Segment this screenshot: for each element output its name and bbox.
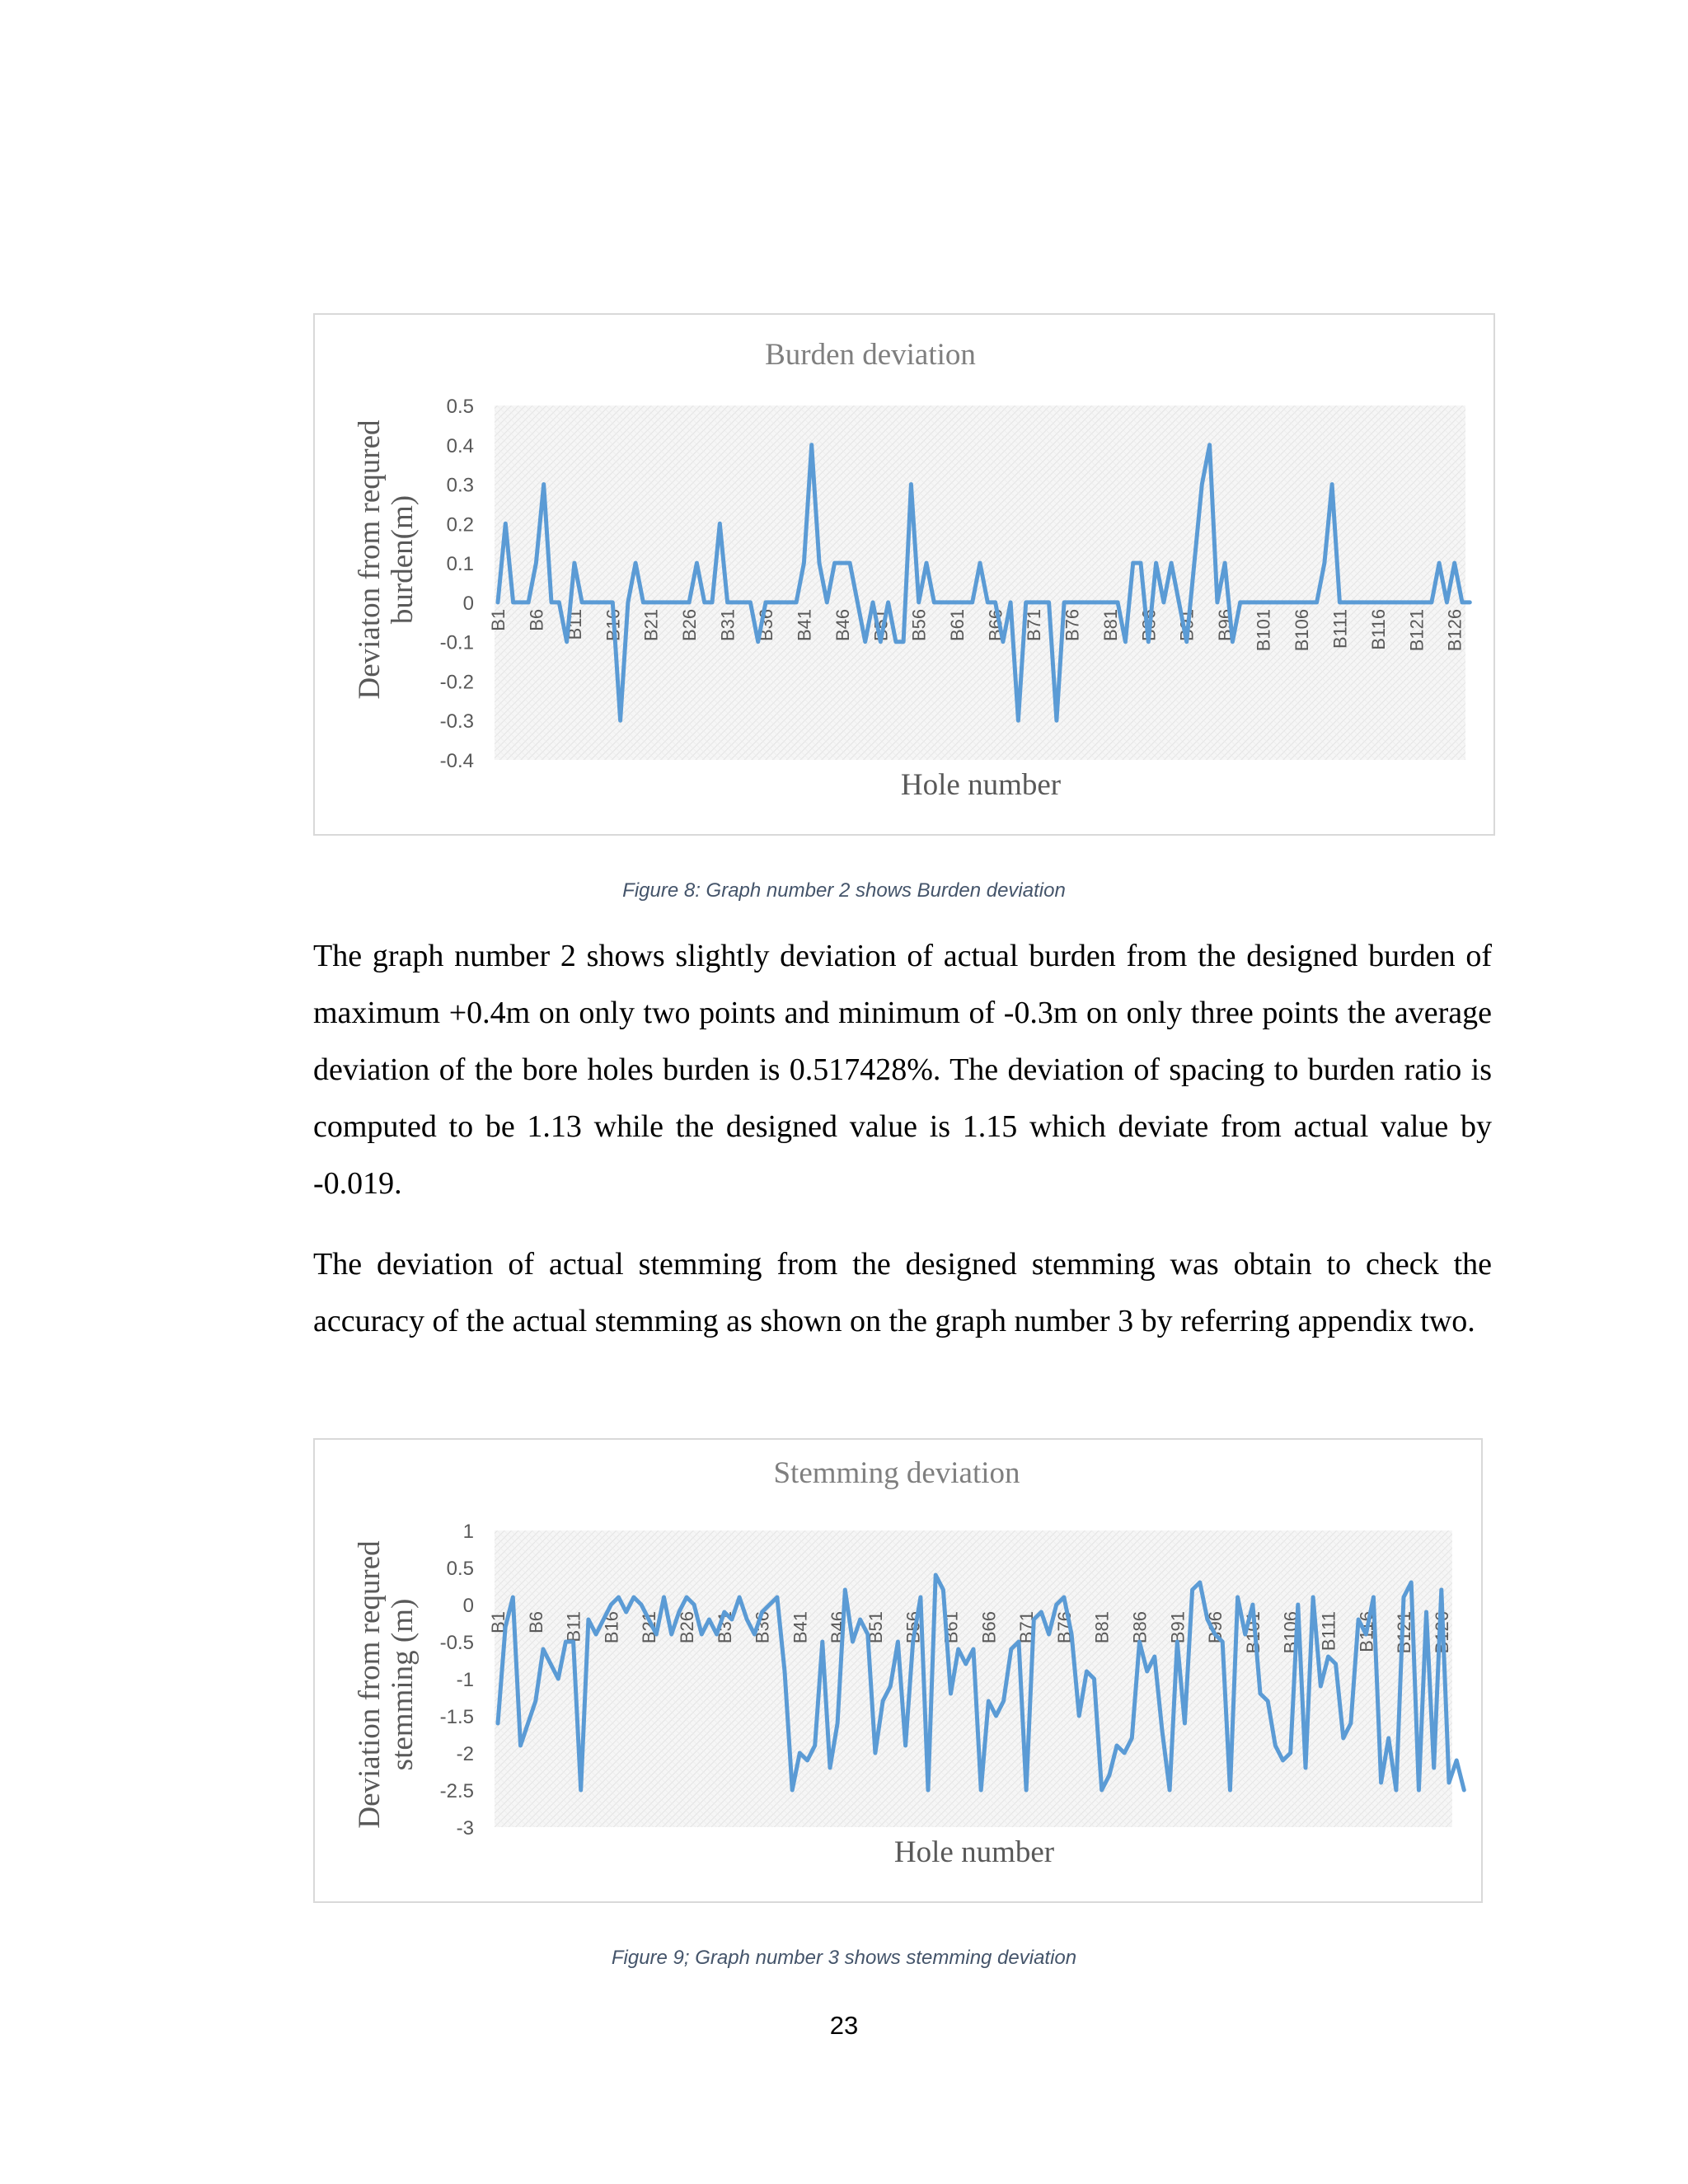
y-tick-label: -3 xyxy=(456,1817,474,1840)
x-tick-label: B121 xyxy=(1394,1611,1415,1654)
y-tick-label: -1 xyxy=(456,1669,474,1691)
x-tick-label: B66 xyxy=(985,608,1006,642)
x-tick-label: B1 xyxy=(488,1611,509,1633)
x-tick-label: B11 xyxy=(564,608,585,640)
paragraph-burden: The graph number 2 shows slightly deviation of actual burden from the designed burden of maximum +0.4m on only two points and minimum of -0.3m on only three points the average deviation of the bore holes burden is 0.517428%. The deviation of spacing to burden ratio is computed to be 1.13 while the designed value is 1.15 which deviate from actual value by -0.019. xyxy=(313,939,1492,1201)
x-tick-label: B51 xyxy=(865,1611,886,1644)
x-tick-label: B76 xyxy=(1053,1611,1075,1644)
x-tick-label: B101 xyxy=(1242,1611,1264,1654)
burden-deviation-chart xyxy=(313,313,1495,836)
x-tick-label: B91 xyxy=(1176,608,1198,642)
y-tick-label: -1.5 xyxy=(439,1706,474,1728)
x-tick-label: B16 xyxy=(601,1611,622,1644)
x-tick-label: B41 xyxy=(790,1611,811,1644)
figure-9-caption: Figure 9; Graph number 3 shows stemming deviation xyxy=(611,1947,1077,1969)
y-tick-label: -2.5 xyxy=(439,1780,474,1802)
x-tick-label: B61 xyxy=(947,608,968,642)
x-tick-label: B61 xyxy=(940,1611,962,1644)
x-tick-label: B36 xyxy=(752,1611,773,1644)
x-tick-label: B56 xyxy=(903,1611,924,1644)
y-tick-label: 0 xyxy=(462,592,474,615)
x-tick-label: B71 xyxy=(1016,1611,1038,1644)
x-tick-label: B31 xyxy=(714,1611,735,1644)
x-tick-label: B116 xyxy=(1356,1611,1377,1652)
x-tick-label: B86 xyxy=(1129,1611,1151,1644)
chart-title: Stemming deviation xyxy=(773,1456,1020,1490)
y-tick-label: -2 xyxy=(456,1743,474,1765)
burden-deviation-svg xyxy=(315,315,1493,834)
x-tick-label: B41 xyxy=(794,608,815,642)
x-tick-label: B96 xyxy=(1215,608,1236,642)
y-tick-label: 0.4 xyxy=(446,434,474,457)
x-tick-label: B66 xyxy=(978,1611,1000,1644)
x-tick-label: B121 xyxy=(1406,608,1428,652)
x-tick-label: B76 xyxy=(1062,608,1083,642)
stemming-deviation-svg xyxy=(315,1440,1481,1901)
figure-8-caption: Figure 8: Graph number 2 shows Burden deviation xyxy=(622,879,1066,902)
x-tick-label: B101 xyxy=(1253,608,1274,652)
paragraph-stemming: The deviation of actual stemming from the designed stemming was obtain to check the accuracy of the actual stemming as shown on the graph number 3 by referring appendix two. xyxy=(313,1247,1492,1338)
x-tick-label: B106 xyxy=(1292,608,1312,652)
x-tick-label: B11 xyxy=(563,1611,584,1643)
y-tick-label: 0.3 xyxy=(446,474,474,497)
y-tick-label: -0.1 xyxy=(439,631,474,654)
y-tick-label: -0.3 xyxy=(439,710,474,733)
x-tick-label: B56 xyxy=(908,608,930,642)
x-tick-label: B21 xyxy=(639,1611,660,1644)
y-tick-label: -0.4 xyxy=(439,750,474,772)
y-tick-label: -0.2 xyxy=(439,671,474,694)
y-tick-label: 0.5 xyxy=(446,1558,474,1580)
x-tick-label: B81 xyxy=(1100,608,1121,642)
x-tick-label: B126 xyxy=(1431,1611,1452,1654)
x-axis-label: Hole number xyxy=(900,768,1062,802)
x-axis-label: Hole number xyxy=(893,1835,1055,1869)
stemming-deviation-chart xyxy=(313,1438,1483,1903)
x-tick-label: B71 xyxy=(1024,608,1044,642)
x-tick-label: B1 xyxy=(488,608,509,631)
x-tick-label: B126 xyxy=(1444,608,1465,652)
x-tick-label: B21 xyxy=(640,608,662,642)
y-tick-label: 0.5 xyxy=(446,396,474,418)
x-tick-label: B16 xyxy=(603,608,624,642)
y-axis-label: Deviaton from requredburden(m) xyxy=(353,419,420,700)
x-tick-label: B81 xyxy=(1091,1611,1113,1644)
x-tick-label: B26 xyxy=(679,608,701,642)
x-tick-label: B6 xyxy=(525,1611,546,1633)
x-tick-label: B46 xyxy=(832,608,853,642)
x-tick-label: B31 xyxy=(717,608,738,642)
x-tick-label: B111 xyxy=(1318,1611,1339,1652)
y-tick-label: 0.2 xyxy=(446,513,474,537)
x-tick-label: B51 xyxy=(870,608,892,642)
x-tick-label: B111 xyxy=(1329,608,1351,649)
y-tick-label: -0.5 xyxy=(439,1632,474,1654)
page-number: 23 xyxy=(829,2011,859,2040)
y-axis-label: Deviation from requredstemming (m) xyxy=(353,1540,420,1829)
y-tick-label: 1 xyxy=(462,1521,474,1543)
x-tick-label: B36 xyxy=(756,608,776,642)
y-tick-label: 0.1 xyxy=(446,553,474,576)
x-tick-label: B86 xyxy=(1138,608,1160,642)
y-tick-label: 0 xyxy=(462,1595,474,1617)
x-tick-label: B116 xyxy=(1367,608,1389,650)
x-tick-label: B26 xyxy=(676,1611,697,1644)
x-tick-label: B46 xyxy=(828,1611,849,1644)
x-tick-label: B91 xyxy=(1167,1611,1189,1644)
x-tick-label: B6 xyxy=(526,608,547,631)
x-tick-label: B96 xyxy=(1205,1611,1226,1644)
x-tick-label: B106 xyxy=(1280,1611,1301,1654)
chart-title: Burden deviation xyxy=(765,338,976,372)
